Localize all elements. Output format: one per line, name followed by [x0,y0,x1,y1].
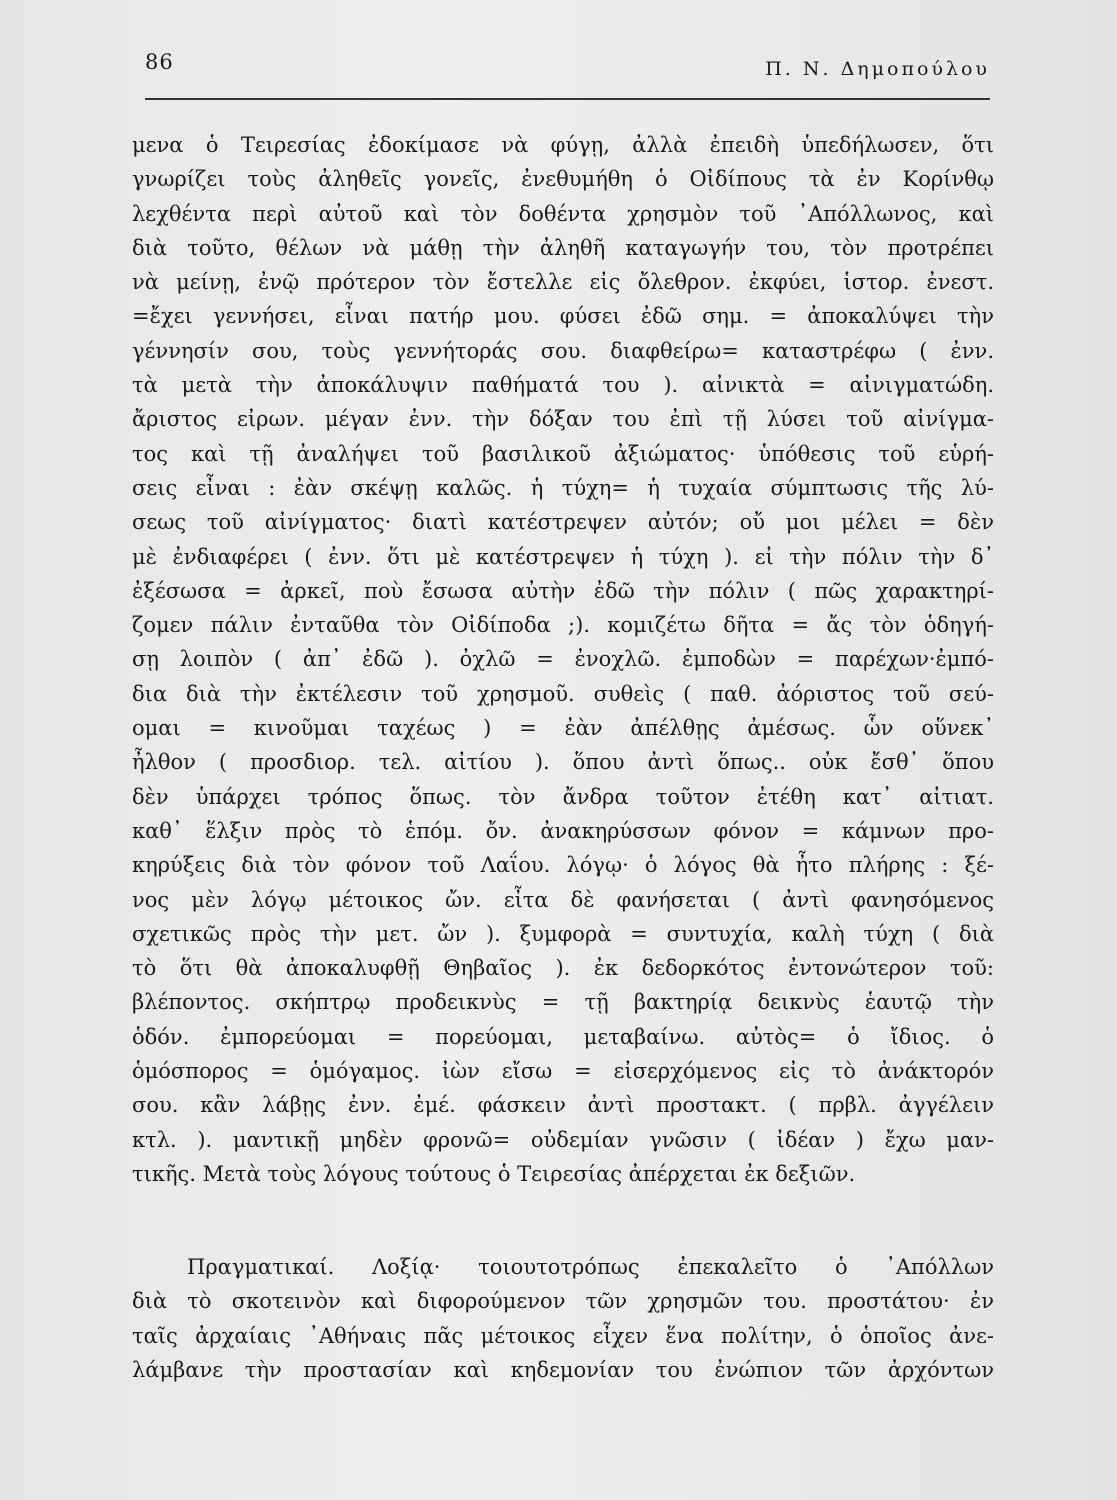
text-line: ὁδόν. ἐμπορεύομαι = πορεύομαι, μεταβαίνω. αὐτὸς= ὁ ἴδιος. ὁ [132,1024,994,1049]
text-line: δὲν ὑπάρχει τρόπος ὅπως. τὸν ἄνδρα τοῦτον ἐτέθη κατ᾿ αἰτιατ. [132,784,994,809]
text-line: νὰ μείνῃ, ἐνῷ πρότερον τὸν ἔστελλε εἰς ὄλεθρον. ἐκφύει, ἱστορ. ἐνεστ. [132,270,994,295]
text-line: διὰ τὸ σκοτεινὸν καὶ διφορούμενον τῶν χρησμῶν του. προστάτου· ἐν [132,1289,994,1314]
text-line: τος καὶ τῇ ἀναλήψει τοῦ βασιλικοῦ ἀξιώματος· ὑπόθεσις τοῦ εὑρή- [132,441,994,466]
text-line: ἦλθον ( προσδιορ. τελ. αἰτίου ). ὅπου ἀντὶ ὅπως.. οὐκ ἔσθ᾿ ὅπου [132,750,994,775]
text-line: τὰ μετὰ τὴν ἀποκάλυψιν παθήματά του ). αἰνικτὰ = αἰνιγματώδη. [132,373,994,398]
text-line: κηρύξεις διὰ τὸν φόνον τοῦ Λαΐου. λόγῳ· ὁ λόγος θὰ ἦτο πλήρης : ξέ- [132,853,994,878]
text-line: γέννησίν σου, τοὺς γεννήτοράς σου. διαφθείρω= καταστρέφω ( ἐνν. [132,338,994,363]
paragraph-pragmatikai [132,1250,994,1387]
text-line: βλέποντος. σκήπτρῳ προδεικνὺς = τῇ βακτηρίᾳ δεικνὺς ἑαυτῷ τὴν [132,990,994,1015]
text-line: ταῖς ἀρχαίαις ᾿Αθήναις πᾶς μέτοικος εἶχεν ἕνα πολίτην, ὁ ὁποῖος ἀνε- [132,1323,994,1348]
text-line: ἄριστος εἰρων. μέγαν ἐνν. τὴν δόξαν του ἐπὶ τῇ λύσει τοῦ αἰνίγμα- [132,407,994,432]
text-line: =ἔχει γεννήσει, εἶναι πατήρ μου. φύσει ἐδῶ σημ. = ἀποκαλύψει τὴν [132,304,994,329]
text-line: Πραγματικαί. Λοξίᾳ· τοιουτοτρόπως ἐπεκαλεῖτο ὁ ᾿Απόλλων [187,1255,994,1279]
text-line: λάμβανε τὴν προστασίαν καὶ κηδεμονίαν του ἐνώπιον τῶν ἀρχόντων [132,1357,994,1382]
text-line: σχετικῶς πρὸς τὴν μετ. ὤν ). ξυμφορὰ = συντυχία, καλὴ τύχη ( διὰ [132,921,994,946]
text-line: γνωρίζει τοὺς ἀληθεῖς γονεῖς, ἐνεθυμήθη ὁ Οἰδίπους τὰ ἐν Κορίνθῳ [132,167,994,192]
paragraph-commentary [132,128,994,1191]
page-number: 86 [145,50,174,74]
text-line: μὲ ἐνδιαφέρει ( ἐνν. ὅτι μὲ κατέστρεψεν ἡ τύχη ). εἰ τὴν πόλιν τὴν δ᾿ [132,544,994,569]
text-line: σου. κἂν λάβῃς ἐνν. ἐμέ. φάσκειν ἀντὶ προστακτ. ( πρβλ. ἀγγέλειν [132,1093,994,1118]
text-line: σεως τοῦ αἰνίγματος· διατὶ κατέστρεψεν αὐτόν; οὔ μοι μέλει = δὲν [132,510,994,535]
text-line: λεχθέντα περὶ αὐτοῦ καὶ τὸν δοθέντα χρησμὸν τοῦ ᾿Απόλλωνος, καὶ [132,201,994,226]
text-line: ζομεν πάλιν ἐνταῦθα τὸν Οἰδίποδα ;). κομιζέτω δῆτα = ἄς τὸν ὁδηγή- [132,613,994,638]
text-line: καθ᾿ ἕλξιν πρὸς τὸ ἑπόμ. ὄν. ἀνακηρύσσων φόνον = κάμνων προ- [132,818,994,843]
text-line: ομαι = κινοῦμαι ταχέως ) = ἐὰν ἀπέλθῃς ἀμέσως. ὧν οὕνεκ᾿ [132,716,994,741]
text-line: τικῆς. Μετὰ τοὺς λόγους τούτους ὁ Τειρεσίας ἀπέρχεται ἐκ δεξιῶν. [132,1161,856,1186]
text-line: ἐξέσωσα = ἀρκεῖ, ποὺ ἔσωσα αὐτὴν ἐδῶ τὴν πόλιν ( πῶς χαρακτηρί- [132,578,994,603]
page-header [145,50,990,100]
running-title: Π. Ν. Δημοπούλου [765,58,990,80]
text-line: σῃ λοιπὸν ( ἀπ᾿ ἐδῶ ). ὀχλῶ = ἐνοχλῶ. ἐμποδὼν = παρέχων·ἐμπό- [132,647,994,672]
text-line: νος μὲν λόγῳ μέτοικος ὤν. εἶτα δὲ φανήσεται ( ἀντὶ φανησόμενος [132,887,994,912]
text-line: κτλ. ). μαντικῇ μηδὲν φρονῶ= οὐδεμίαν γνῶσιν ( ἰδέαν ) ἔχω μαν- [132,1127,994,1152]
text-line: δια διὰ τὴν ἐκτέλεσιν τοῦ χρησμοῦ. συθεὶς ( παθ. ἀόριστος τοῦ σεύ- [132,681,994,706]
text-line: μενα ὁ Τειρεσίας ἐδοκίμασε νὰ φύγῃ, ἀλλὰ ἐπειδὴ ὑπεδήλωσεν, ὅτι [132,133,994,157]
text-line: διὰ τοῦτο, θέλων νὰ μάθῃ τὴν ἀληθῆ καταγωγήν του, τὸν προτρέπει [132,235,994,260]
text-line: ὁμόσπορος = ὁμόγαμος. ἰὼν εἴσω = εἰσερχόμενος εἰς τὸ ἀνάκτορόν [132,1059,994,1084]
text-line: σεις εἶναι : ἐὰν σκέψῃ καλῶς. ἡ τύχη= ἡ τυχαία σύμπτωσις τῆς λύ- [132,475,994,500]
text-line: τὸ ὅτι θὰ ἀποκαλυφθῇ Θηβαῖος ). ἐκ δεδορκότος ἐντονώτερον τοῦ: [132,956,994,981]
